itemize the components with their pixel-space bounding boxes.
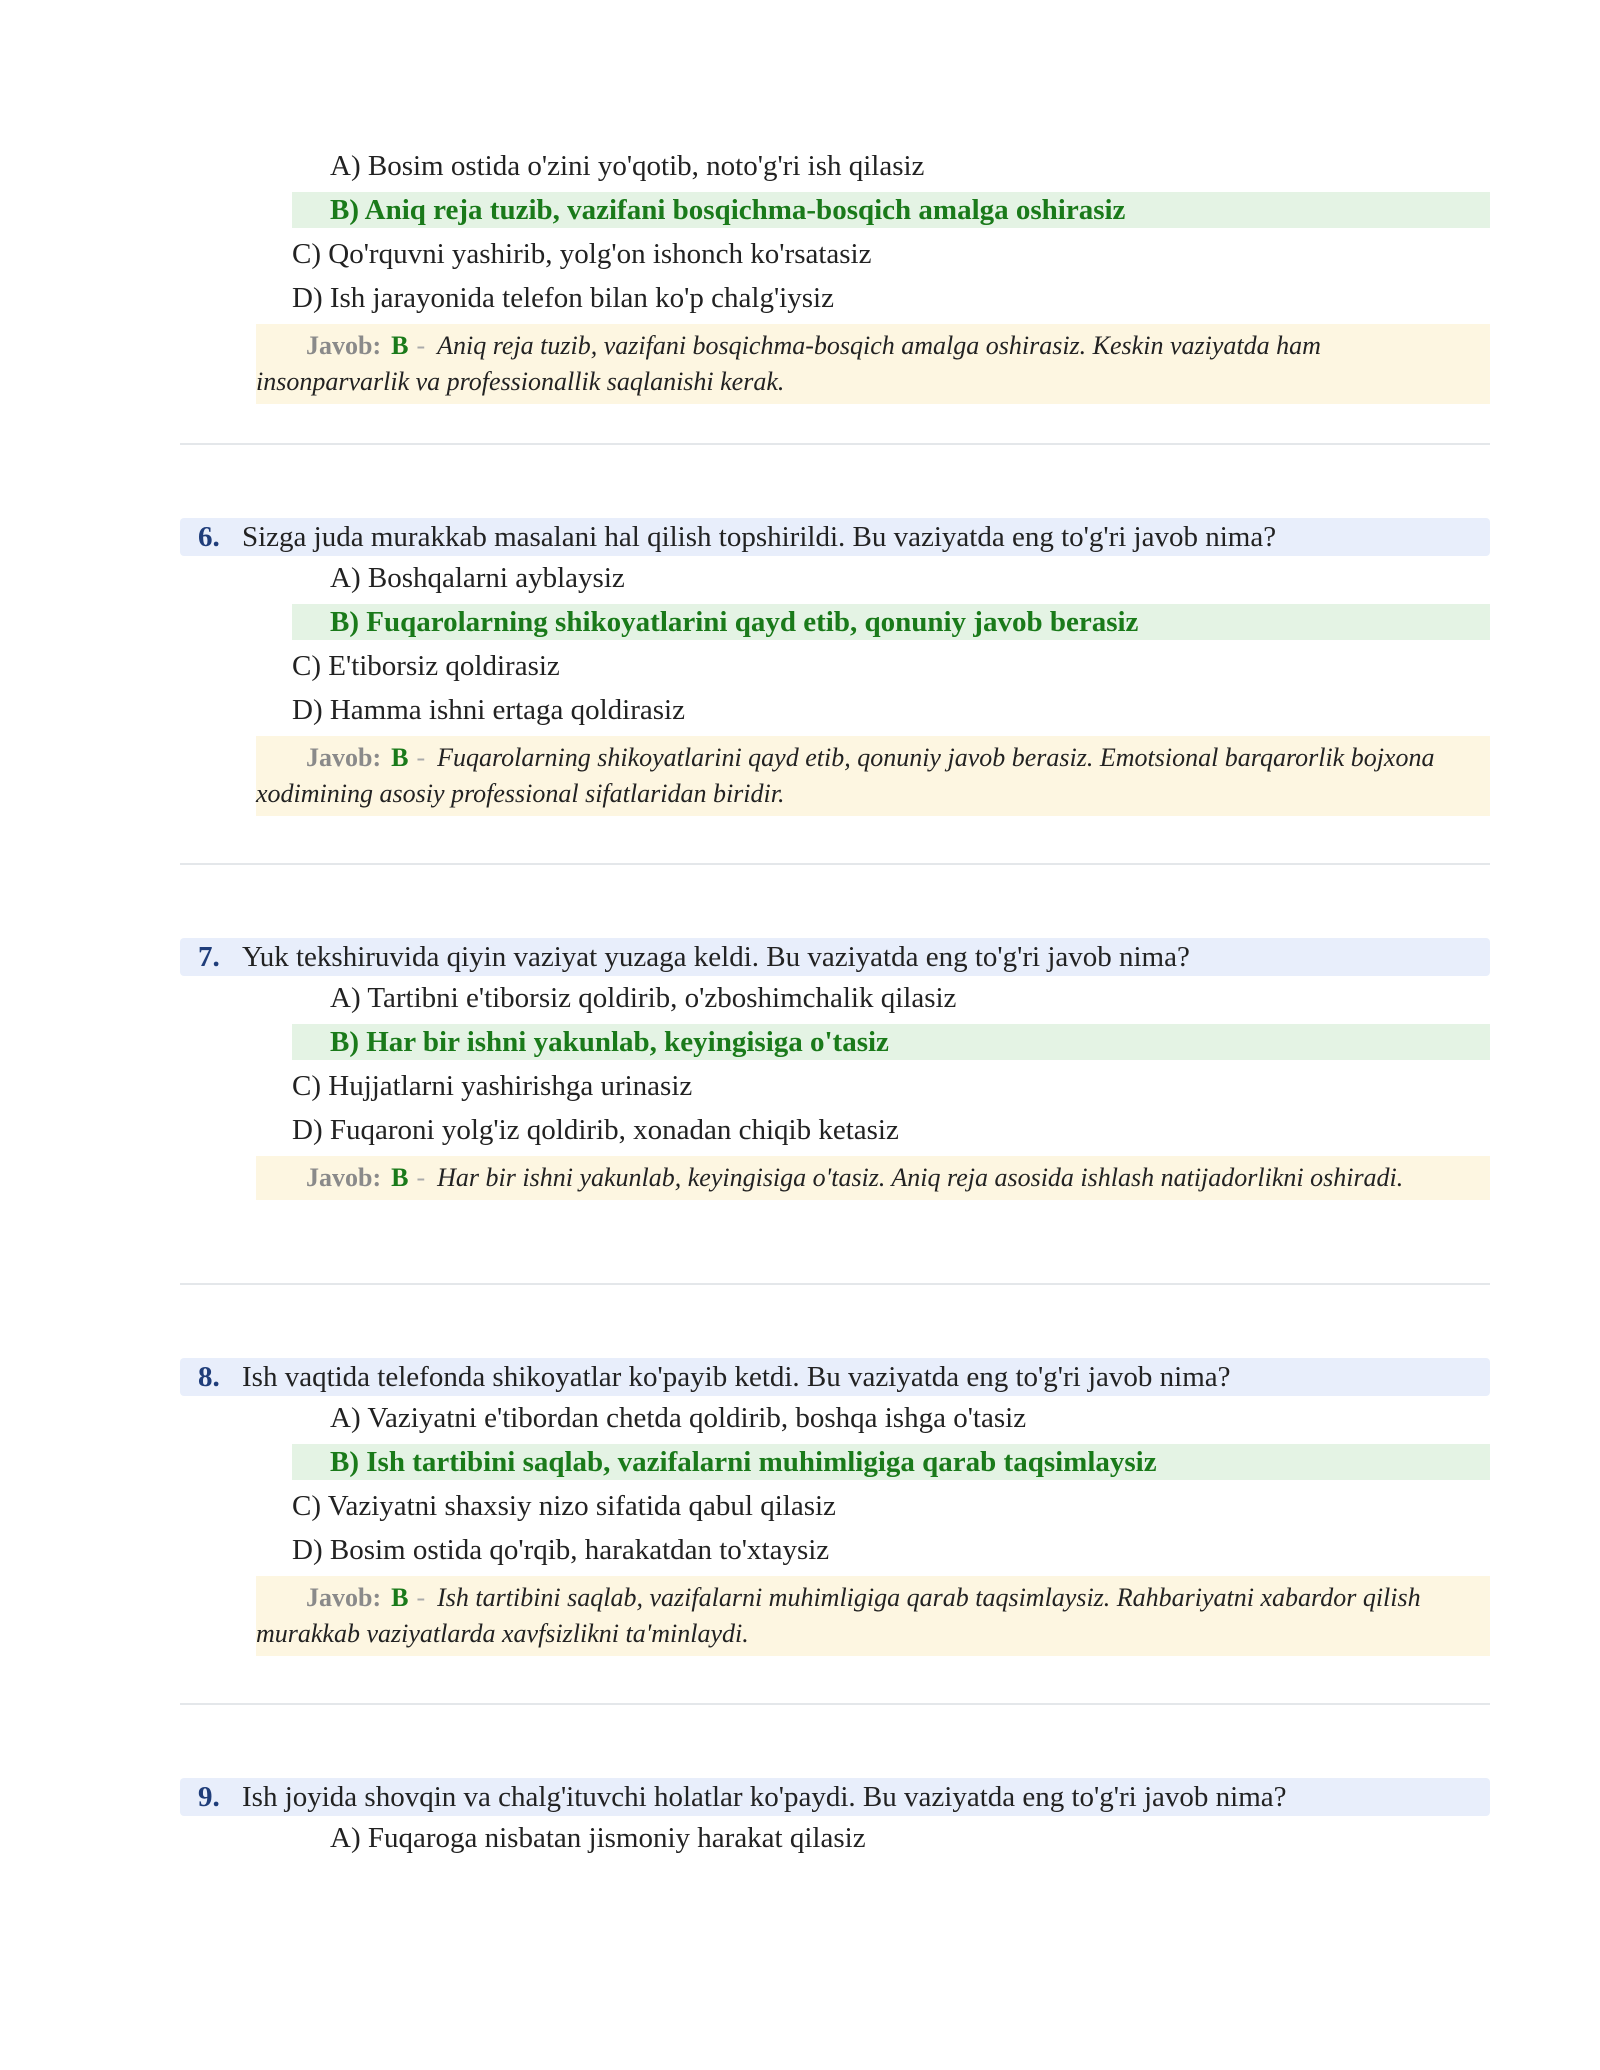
answer-label: Javob: [306,331,382,360]
answer-dash: - [416,1583,426,1612]
option-d: D) Bosim ostida qo'rqib, harakatdan to'xtaysiz [292,1534,830,1566]
divider [180,443,1490,445]
question-6 [180,518,1490,816]
question-number: 7. [198,941,220,973]
option-c: C) Hujjatlarni yashirishga urinasiz [292,1070,693,1102]
question-header [180,1778,1490,1816]
answer-dash: - [416,1163,426,1192]
answer-letter: B [391,743,409,772]
answer-box [256,1576,1490,1656]
answer-letter: B [391,1163,409,1192]
option-a: A) Fuqaroga nisbatan jismoniy harakat qilasiz [330,1822,866,1854]
answer-dash: - [416,331,426,360]
question-text: Ish vaqtida telefonda shikoyatlar ko'payib ketdi. Bu vaziyatda eng to'g'ri javob nima? [242,1361,1231,1393]
option-b-correct: B) Aniq reja tuzib, vazifani bosqichma-bosqich amalga oshirasiz [292,192,1490,228]
question-8 [180,1358,1490,1656]
answer-box [256,1156,1490,1200]
option-b-correct: B) Fuqarolarning shikoyatlarini qayd etib, qonuniy javob berasiz [292,604,1490,640]
question-text: Ish joyida shovqin va chalg'ituvchi holatlar ko'paydi. Bu vaziyatda eng to'g'ri javob nima? [242,1781,1287,1813]
option-a: A) Vaziyatni e'tibordan chetda qoldirib, boshqa ishga o'tasiz [330,1402,1027,1434]
option-c: C) Qo'rquvni yashirib, yolg'on ishonch ko'rsatasiz [292,238,872,270]
question-9 [180,1778,1490,1860]
answer-label: Javob: [306,743,382,772]
option-d: D) Ish jarayonida telefon bilan ko'p chalg'iysiz [292,282,834,314]
divider [180,1283,1490,1285]
question-7 [180,938,1490,1200]
option-c: C) Vaziyatni shaxsiy nizo sifatida qabul qilasiz [292,1490,836,1522]
question-header [180,1358,1490,1396]
question-text: Sizga juda murakkab masalani hal qilish topshirildi. Bu vaziyatda eng to'g'ri javob nima? [242,521,1277,553]
option-a: A) Bosim ostida o'zini yo'qotib, noto'g'ri ish qilasiz [330,150,925,182]
option-b-correct: B) Har bir ishni yakunlab, keyingisiga o'tasiz [292,1024,1490,1060]
option-d: D) Fuqaroni yolg'iz qoldirib, xonadan chiqib ketasiz [292,1114,899,1146]
question-header [180,938,1490,976]
answer-box [256,736,1490,816]
divider [180,863,1490,865]
answer-label: Javob: [306,1583,382,1612]
option-a: A) Boshqalarni ayblaysiz [330,562,625,594]
answer-letter: B [391,331,409,360]
question-header [180,518,1490,556]
option-d: D) Hamma ishni ertaga qoldirasiz [292,694,685,726]
option-c: C) E'tiborsiz qoldirasiz [292,650,560,682]
question-text: Yuk tekshiruvida qiyin vaziyat yuzaga keldi. Bu vaziyatda eng to'g'ri javob nima? [242,941,1190,973]
answer-label: Javob: [306,1163,382,1192]
answer-explanation: Fuqarolarning shikoyatlarini qayd etib, qonuniy javob berasiz. Emotsional barqarorlik bojxona xodimining asosiy professional sifatlaridan biridir. [256,743,1435,808]
answer-explanation: Aniq reja tuzib, vazifani bosqichma-bosqich amalga oshirasiz. Keskin vaziyatda ham insonparvarlik va professionallik saqlanishi kerak. [256,331,1321,396]
option-b-correct: B) Ish tartibini saqlab, vazifalarni muhimligiga qarab taqsimlaysiz [292,1444,1490,1480]
question-5-continued [180,144,1490,404]
option-a: A) Tartibni e'tiborsiz qoldirib, o'zboshimchalik qilasiz [330,982,957,1014]
divider [180,1703,1490,1705]
question-number: 8. [198,1361,220,1393]
answer-explanation: Ish tartibini saqlab, vazifalarni muhimligiga qarab taqsimlaysiz. Rahbariyatni xabardor qilish murakkab vaziyatlarda xavfsizlikni ta'minlaydi. [256,1583,1421,1648]
answer-letter: B [391,1583,409,1612]
answer-dash: - [416,743,426,772]
question-number: 6. [198,521,220,553]
question-number: 9. [198,1781,220,1813]
answer-box [256,324,1490,404]
answer-explanation: Har bir ishni yakunlab, keyingisiga o'tasiz. Aniq reja asosida ishlash natijadorlikni oshiradi. [437,1163,1404,1192]
